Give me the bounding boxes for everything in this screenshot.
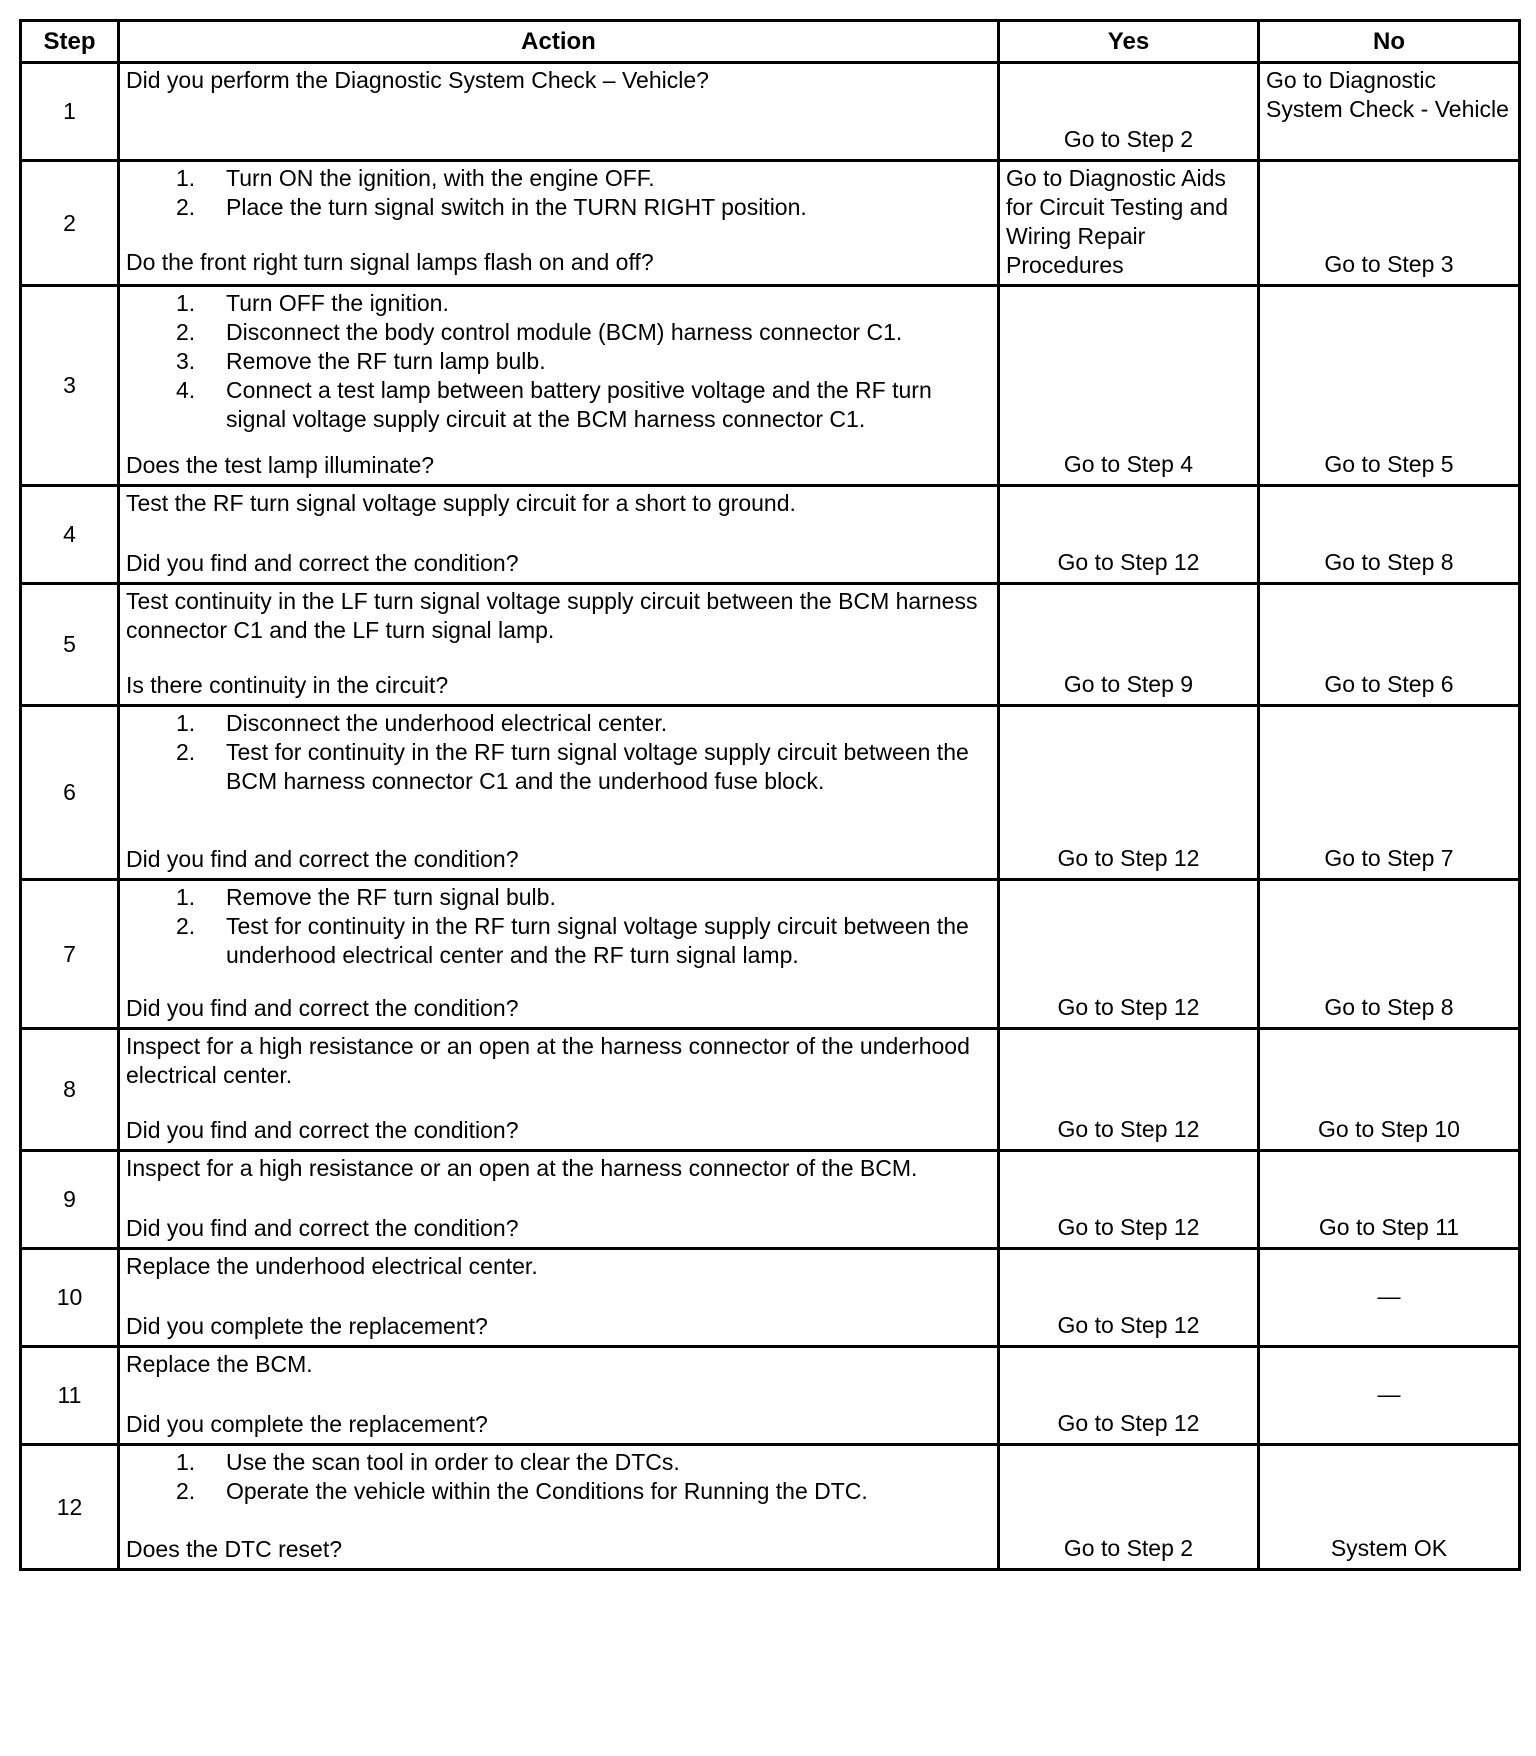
action-body xyxy=(126,289,993,434)
yes-result: Go to Step 4 xyxy=(999,286,1259,486)
action-step-number: 2. xyxy=(176,194,196,220)
action-cell xyxy=(119,1347,999,1445)
no-result: Go to Diagnostic System Check - Vehicle xyxy=(1259,63,1520,161)
step-number: 9 xyxy=(21,1151,119,1249)
action-body xyxy=(126,709,993,796)
action-step-number: 4. xyxy=(176,377,196,403)
step-number: 11 xyxy=(21,1347,119,1445)
action-step-item xyxy=(126,1477,993,1506)
action-body xyxy=(126,883,993,970)
step-number: 4 xyxy=(21,486,119,584)
action-question: Did you find and correct the condition? xyxy=(126,995,519,1021)
no-result: — xyxy=(1259,1249,1520,1347)
no-result: Go to Step 6 xyxy=(1259,584,1520,706)
yes-result: Go to Step 12 xyxy=(999,880,1259,1029)
action-text: Test continuity in the LF turn signal voltage supply circuit between the BCM harness connector C1 and the LF turn signal lamp. xyxy=(126,588,978,643)
action-question: Does the DTC reset? xyxy=(126,1536,343,1562)
no-result: Go to Step 11 xyxy=(1259,1151,1520,1249)
action-content xyxy=(126,1032,993,1145)
action-step-number: 3. xyxy=(176,348,196,374)
action-question: Did you complete the replacement? xyxy=(126,1313,488,1339)
action-text: Test the RF turn signal voltage supply circuit for a short to ground. xyxy=(126,490,796,516)
action-text: Replace the underhood electrical center. xyxy=(126,1253,538,1279)
action-cell xyxy=(119,1151,999,1249)
action-question: Did you find and correct the condition? xyxy=(126,846,519,872)
action-text: Did you perform the Diagnostic System Check – Vehicle? xyxy=(126,67,709,93)
action-body xyxy=(126,587,993,645)
action-step-item xyxy=(126,347,993,376)
table-row xyxy=(21,286,1520,486)
action-step-text: Turn ON the ignition, with the engine OFF. xyxy=(226,165,655,191)
action-cell xyxy=(119,880,999,1029)
action-step-item xyxy=(126,376,993,434)
yes-result: Go to Step 12 xyxy=(999,1029,1259,1151)
action-step-text: Test for continuity in the RF turn signal voltage supply circuit between the BCM harness connector C1 and the underhood fuse block. xyxy=(226,739,969,794)
no-result: Go to Step 8 xyxy=(1259,486,1520,584)
action-cell xyxy=(119,286,999,486)
action-cell xyxy=(119,1029,999,1151)
action-question: Does the test lamp illuminate? xyxy=(126,452,435,478)
action-content xyxy=(126,164,993,277)
action-question: Do the front right turn signal lamps flash on and off? xyxy=(126,249,654,275)
table-row xyxy=(21,1445,1520,1570)
action-step-number: 2. xyxy=(176,739,196,765)
table-row xyxy=(21,486,1520,584)
yes-result: Go to Step 12 xyxy=(999,1347,1259,1445)
table-body xyxy=(21,63,1520,1570)
action-content xyxy=(126,1448,993,1564)
action-content xyxy=(126,587,993,700)
yes-result: Go to Step 2 xyxy=(999,1445,1259,1570)
action-content xyxy=(126,709,993,874)
action-text: Inspect for a high resistance or an open at the harness connector of the underhood electrical center. xyxy=(126,1033,970,1088)
action-steps-list xyxy=(126,289,993,434)
no-result: Go to Step 8 xyxy=(1259,880,1520,1029)
action-content xyxy=(126,66,993,155)
action-content xyxy=(126,1252,993,1341)
action-step-text: Remove the RF turn signal bulb. xyxy=(226,884,556,910)
table-header-row xyxy=(21,21,1520,63)
no-result: Go to Step 3 xyxy=(1259,161,1520,286)
step-number: 10 xyxy=(21,1249,119,1347)
diagnostic-table xyxy=(19,19,1521,1571)
action-cell xyxy=(119,706,999,880)
action-step-text: Operate the vehicle within the Conditions for Running the DTC. xyxy=(226,1478,868,1504)
action-cell xyxy=(119,1445,999,1570)
action-step-text: Remove the RF turn lamp bulb. xyxy=(226,348,546,374)
action-cell xyxy=(119,584,999,706)
action-step-item xyxy=(126,912,993,970)
header-step: Step xyxy=(21,21,119,63)
action-question: Is there continuity in the circuit? xyxy=(126,672,449,698)
action-cell xyxy=(119,63,999,161)
step-number: 1 xyxy=(21,63,119,161)
table-row xyxy=(21,880,1520,1029)
action-step-text: Place the turn signal switch in the TURN RIGHT position. xyxy=(226,194,807,220)
action-step-text: Disconnect the body control module (BCM) harness connector C1. xyxy=(226,319,903,345)
action-steps-list xyxy=(126,1448,993,1506)
action-content xyxy=(126,289,993,480)
table-row xyxy=(21,584,1520,706)
header-action: Action xyxy=(119,21,999,63)
step-number: 8 xyxy=(21,1029,119,1151)
action-body xyxy=(126,489,993,518)
action-step-item xyxy=(126,883,993,912)
action-cell xyxy=(119,486,999,584)
table-row xyxy=(21,63,1520,161)
yes-result: Go to Step 12 xyxy=(999,706,1259,880)
yes-result: Go to Step 12 xyxy=(999,1249,1259,1347)
action-step-number: 1. xyxy=(176,710,196,736)
yes-result: Go to Step 2 xyxy=(999,63,1259,161)
action-cell xyxy=(119,1249,999,1347)
action-question: Did you find and correct the condition? xyxy=(126,550,519,576)
action-question: Did you find and correct the condition? xyxy=(126,1117,519,1143)
step-number: 2 xyxy=(21,161,119,286)
action-step-item xyxy=(126,709,993,738)
action-cell xyxy=(119,161,999,286)
table-row xyxy=(21,1029,1520,1151)
no-result: — xyxy=(1259,1347,1520,1445)
action-step-item xyxy=(126,318,993,347)
action-text: Inspect for a high resistance or an open at the harness connector of the BCM. xyxy=(126,1155,918,1181)
action-step-text: Connect a test lamp between battery positive voltage and the RF turn signal voltage supply circuit at the BCM harness connector C1. xyxy=(226,377,932,432)
action-step-number: 1. xyxy=(176,884,196,910)
step-number: 3 xyxy=(21,286,119,486)
action-step-item xyxy=(126,738,993,796)
action-body xyxy=(126,1448,993,1506)
action-step-number: 2. xyxy=(176,1478,196,1504)
action-step-item xyxy=(126,1448,993,1477)
action-steps-list xyxy=(126,883,993,970)
action-question: Did you complete the replacement? xyxy=(126,1411,488,1437)
yes-result: Go to Step 12 xyxy=(999,1151,1259,1249)
action-steps-list xyxy=(126,164,993,222)
no-result: Go to Step 10 xyxy=(1259,1029,1520,1151)
action-body xyxy=(126,1032,993,1090)
header-no: No xyxy=(1259,21,1520,63)
header-yes: Yes xyxy=(999,21,1259,63)
table-row xyxy=(21,706,1520,880)
action-body xyxy=(126,1154,993,1183)
action-step-item xyxy=(126,193,993,222)
yes-result: Go to Diagnostic Aids for Circuit Testing and Wiring Repair Procedures xyxy=(999,161,1259,286)
action-content xyxy=(126,1350,993,1439)
table-row xyxy=(21,1151,1520,1249)
step-number: 12 xyxy=(21,1445,119,1570)
action-body xyxy=(126,164,993,222)
action-step-text: Test for continuity in the RF turn signal voltage supply circuit between the underhood electrical center and the RF turn signal lamp. xyxy=(226,913,969,968)
diagnostic-table-page xyxy=(19,19,1518,1571)
yes-result: Go to Step 9 xyxy=(999,584,1259,706)
yes-result: Go to Step 12 xyxy=(999,486,1259,584)
action-text: Replace the BCM. xyxy=(126,1351,313,1377)
action-step-text: Disconnect the underhood electrical center. xyxy=(226,710,668,736)
table-row xyxy=(21,1347,1520,1445)
action-content xyxy=(126,883,993,1023)
table-row xyxy=(21,1249,1520,1347)
action-step-item xyxy=(126,164,993,193)
action-content xyxy=(126,1154,993,1243)
action-step-number: 2. xyxy=(176,913,196,939)
step-number: 5 xyxy=(21,584,119,706)
step-number: 6 xyxy=(21,706,119,880)
action-question: Did you find and correct the condition? xyxy=(126,1215,519,1241)
action-step-text: Use the scan tool in order to clear the DTCs. xyxy=(226,1449,680,1475)
no-result: Go to Step 7 xyxy=(1259,706,1520,880)
action-step-number: 1. xyxy=(176,1449,196,1475)
step-number: 7 xyxy=(21,880,119,1029)
table-row xyxy=(21,161,1520,286)
action-step-text: Turn OFF the ignition. xyxy=(226,290,449,316)
action-step-number: 2. xyxy=(176,319,196,345)
action-step-number: 1. xyxy=(176,290,196,316)
action-content xyxy=(126,489,993,578)
no-result: Go to Step 5 xyxy=(1259,286,1520,486)
action-step-item xyxy=(126,289,993,318)
action-body xyxy=(126,1350,993,1379)
no-result: System OK xyxy=(1259,1445,1520,1570)
action-body xyxy=(126,66,993,95)
action-body xyxy=(126,1252,993,1281)
action-step-number: 1. xyxy=(176,165,196,191)
action-steps-list xyxy=(126,709,993,796)
